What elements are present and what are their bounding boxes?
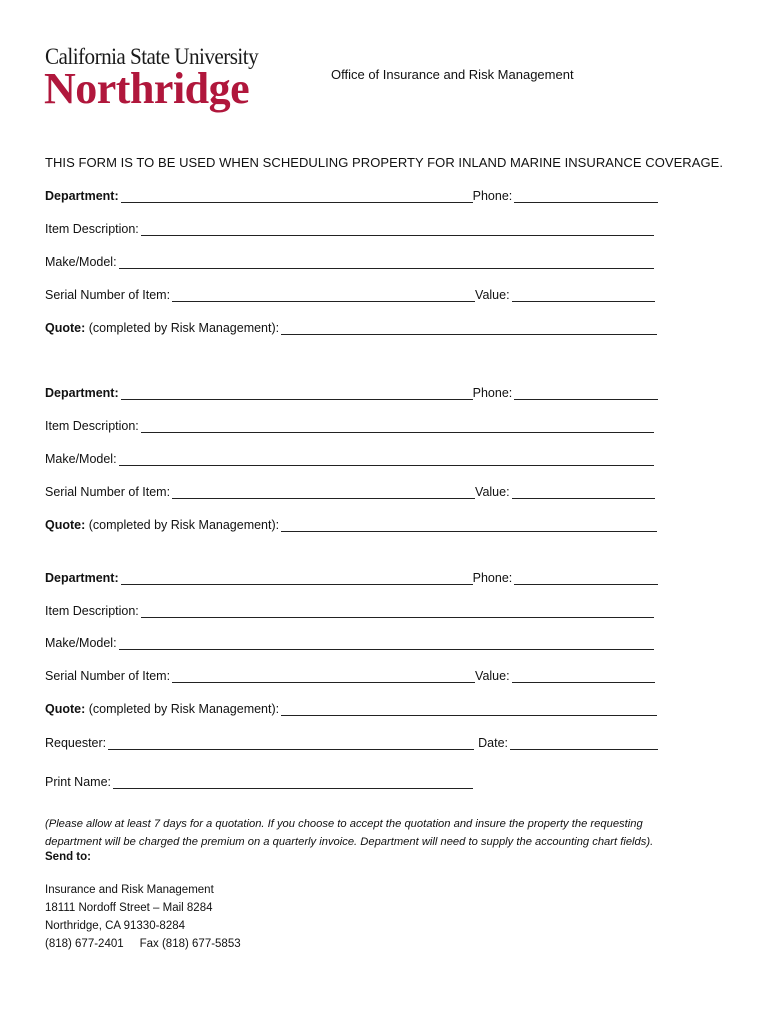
serial-number-field-2 xyxy=(45,485,655,499)
quote-note: (completed by Risk Management): xyxy=(88,518,280,532)
phone-label: Phone: xyxy=(472,189,513,203)
requester-label: Requester: xyxy=(45,736,107,750)
address-line1: Insurance and Risk Management xyxy=(45,884,214,896)
phone-input-2[interactable] xyxy=(514,387,658,400)
value-label: Value: xyxy=(475,288,510,302)
make-model-field-2 xyxy=(45,452,654,466)
serial-number-input-1[interactable] xyxy=(172,289,475,302)
value-input-1[interactable] xyxy=(512,289,655,302)
item-description-input-2[interactable] xyxy=(141,420,654,433)
logo-northridge-text: Northridge xyxy=(44,64,250,113)
department-field-2 xyxy=(45,386,658,400)
date-label: Date: xyxy=(478,736,509,750)
make-model-field-3 xyxy=(45,636,654,650)
serial-number-field-3 xyxy=(45,669,655,683)
phone-input-3[interactable] xyxy=(514,572,658,585)
value-input-2[interactable] xyxy=(512,486,655,499)
serial-number-input-2[interactable] xyxy=(172,486,475,499)
make-model-input-1[interactable] xyxy=(119,256,654,269)
quote-note: (completed by Risk Management): xyxy=(88,321,280,335)
item-description-field-2 xyxy=(45,419,654,433)
requester-field xyxy=(45,736,658,750)
send-to-heading: Send to: xyxy=(45,851,91,863)
office-title: Office of Insurance and Risk Management xyxy=(331,67,574,82)
quotation-note xyxy=(45,815,653,851)
quote-label: Quote: xyxy=(45,702,86,716)
phone-input-1[interactable] xyxy=(514,190,658,203)
make-model-field-1 xyxy=(45,255,654,269)
item-description-field-1 xyxy=(45,222,654,236)
department-input-3[interactable] xyxy=(121,572,473,585)
department-input-2[interactable] xyxy=(121,387,473,400)
department-input-1[interactable] xyxy=(121,190,473,203)
value-input-3[interactable] xyxy=(512,670,655,683)
quote-note: (completed by Risk Management): xyxy=(88,702,280,716)
item-description-label: Item Description: xyxy=(45,419,139,433)
form-instructions: THIS FORM IS TO BE USED WHEN SCHEDULING PROPERTY FOR INLAND MARINE INSURANCE COVERAGE. xyxy=(45,155,723,170)
quote-input-1[interactable] xyxy=(281,322,657,335)
address-line3: Northridge, CA 91330-8284 xyxy=(45,920,186,932)
quote-field-2 xyxy=(45,518,657,532)
serial-number-field-1 xyxy=(45,288,655,302)
make-model-input-3[interactable] xyxy=(119,637,654,650)
department-label: Department: xyxy=(45,571,119,585)
item-description-input-3[interactable] xyxy=(141,605,654,618)
make-model-label: Make/Model: xyxy=(45,255,117,269)
quote-label: Quote: xyxy=(45,321,86,335)
department-field-1 xyxy=(45,189,658,203)
item-description-field-3 xyxy=(45,604,654,618)
address-line2: 18111 Nordoff Street – Mail 8284 xyxy=(45,902,213,914)
department-label: Department: xyxy=(45,386,119,400)
quote-input-2[interactable] xyxy=(281,519,657,532)
phone-label: Phone: xyxy=(472,386,513,400)
value-label: Value: xyxy=(475,669,510,683)
logo-university-text: California State University xyxy=(45,44,259,69)
item-description-input-1[interactable] xyxy=(141,223,654,236)
make-model-label: Make/Model: xyxy=(45,636,117,650)
item-description-label: Item Description: xyxy=(45,604,139,618)
quote-label: Quote: xyxy=(45,518,86,532)
print-name-input[interactable] xyxy=(113,776,473,789)
quote-field-3 xyxy=(45,702,657,716)
requester-input[interactable] xyxy=(108,737,474,750)
serial-number-input-3[interactable] xyxy=(172,670,475,683)
quote-input-3[interactable] xyxy=(281,703,657,716)
make-model-label: Make/Model: xyxy=(45,452,117,466)
print-name-label: Print Name: xyxy=(45,775,111,789)
mailing-address xyxy=(45,881,241,953)
date-input[interactable] xyxy=(510,737,658,750)
serial-number-label: Serial Number of Item: xyxy=(45,669,171,683)
phone-label: Phone: xyxy=(472,571,513,585)
quotation-note-line1: (Please allow at least 7 days for a quotation. If you choose to accept the quotation and insure the property the requesting xyxy=(45,818,643,830)
address-line4: (818) 677-2401 Fax (818) 677-5853 xyxy=(45,938,241,950)
item-description-label: Item Description: xyxy=(45,222,139,236)
print-name-field xyxy=(45,775,473,789)
value-label: Value: xyxy=(475,485,510,499)
department-field-3 xyxy=(45,571,658,585)
serial-number-label: Serial Number of Item: xyxy=(45,288,171,302)
make-model-input-2[interactable] xyxy=(119,453,654,466)
department-label: Department: xyxy=(45,189,119,203)
quote-field-1 xyxy=(45,321,657,335)
serial-number-label: Serial Number of Item: xyxy=(45,485,171,499)
quotation-note-line2: department will be charged the premium on a quarterly invoice. Department will need to supply the accounting chart fields). xyxy=(45,836,654,848)
